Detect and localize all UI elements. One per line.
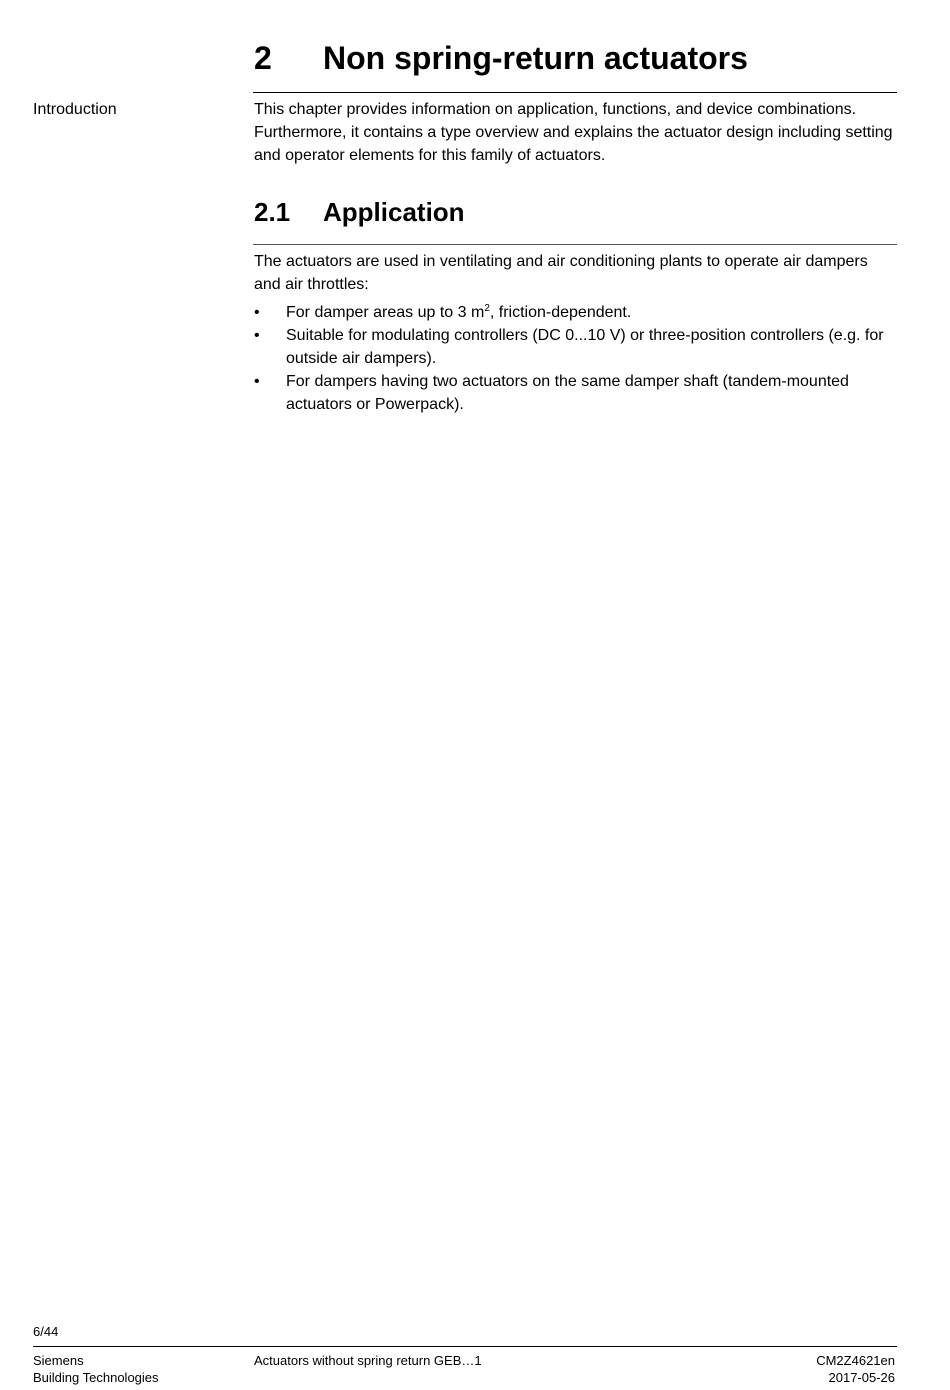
bullet-text: Suitable for modulating controllers (DC 0...10 V) or three-position controllers (e.g. for outside air dampers). [286, 327, 884, 367]
footer-company-line1: Siemens [33, 1353, 84, 1368]
bullet-text: , friction-dependent. [489, 304, 632, 321]
footer-rule [33, 1346, 897, 1347]
list-item [254, 370, 894, 416]
introduction-paragraph: This chapter provides information on application, functions, and device combinations. Furthermore, it contains a type overview and explains the actuator design including setting and operator elements for this family of actuators. [254, 101, 893, 164]
bullet-icon: • [254, 373, 260, 390]
bullet-icon: • [254, 327, 260, 344]
chapter-rule [253, 92, 897, 93]
page-number: 6/44 [33, 1324, 59, 1339]
footer-date: 2017-05-26 [828, 1370, 895, 1385]
chapter-title: Non spring-return actuators [323, 40, 748, 76]
chapter-number: 2 [254, 40, 272, 76]
application-bullet-list [254, 301, 894, 416]
list-item [254, 301, 894, 324]
footer-document-title: Actuators without spring return GEB…1 [254, 1353, 482, 1368]
bullet-text: For damper areas up to 3 m [286, 304, 485, 321]
footer-company-line2: Building Technologies [33, 1370, 159, 1385]
footer-document-info [816, 1352, 895, 1386]
section-number: 2.1 [254, 197, 291, 227]
section-rule [253, 244, 897, 245]
footer-document-code: CM2Z4621en [816, 1353, 895, 1368]
application-paragraph: The actuators are used in ventilating and air conditioning plants to operate air dampers and air throttles: [254, 253, 868, 293]
bullet-icon: • [254, 304, 260, 321]
bullet-text: For dampers having two actuators on the same damper shaft (tandem-mounted actuators or Powerpack). [286, 373, 849, 413]
superscript: 2 [484, 303, 490, 314]
margin-label-introduction: Introduction [33, 101, 117, 118]
section-title: Application [323, 197, 465, 227]
list-item [254, 324, 894, 370]
footer-company [33, 1352, 159, 1386]
